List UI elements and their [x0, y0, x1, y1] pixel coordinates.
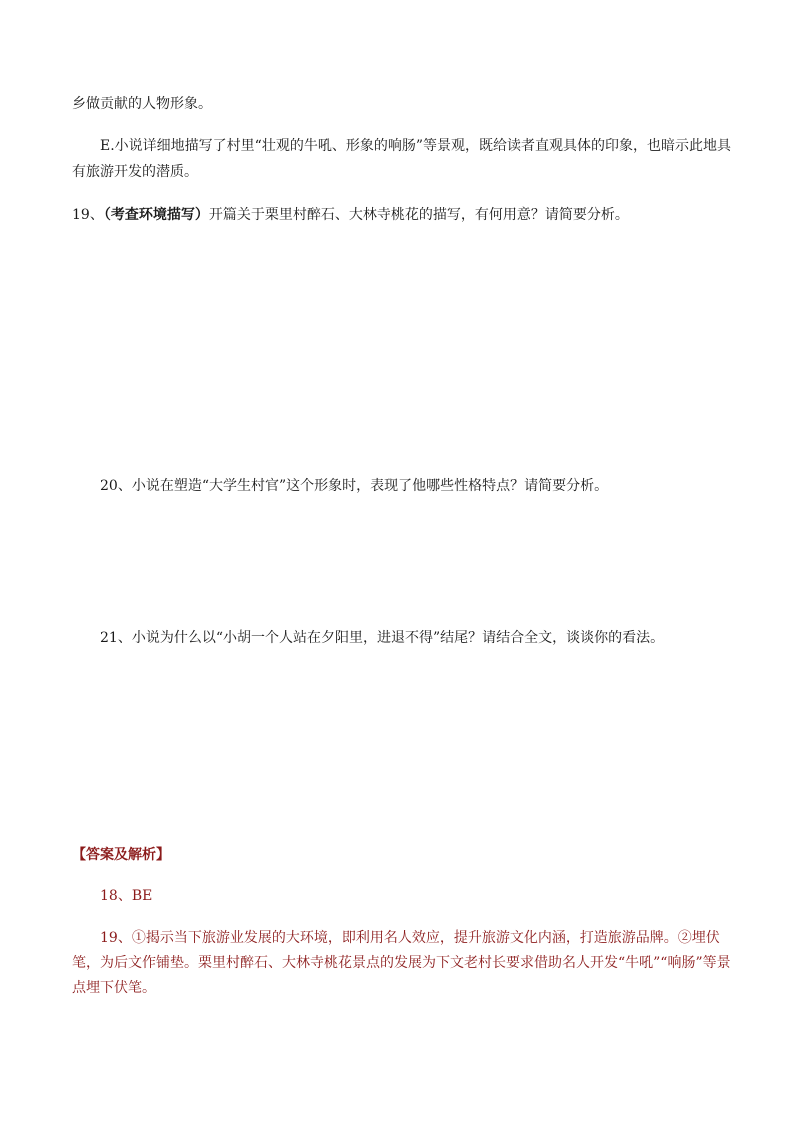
- q18-option-e-line1: E.小说详细地描写了村里“壮观的牛吼、形象的响肠”等景观，既给读者直观具体的印象，也暗示此地具: [100, 138, 731, 154]
- question-19: [72, 205, 629, 225]
- answer-19-line1: 19、①揭示当下旅游业发展的大环境，即利用名人效应，提升旅游文化内涵，打造旅游品牌。②埋伏: [100, 930, 720, 946]
- answer-19-line3: 点埋下伏笔。: [72, 980, 156, 996]
- question-19-text: 开篇关于栗里村醉石、大林寺桃花的描写，有何用意？请简要分析。: [208, 207, 629, 223]
- answer-18: 18、BE: [100, 888, 153, 904]
- answer-section-header: 【答案及解析】: [72, 847, 170, 863]
- question-21: 21、小说为什么以“小胡一个人站在夕阳里，进退不得”结尾？请结合全文，谈谈你的看法。: [100, 630, 665, 646]
- question-20: 20、小说在塑造“大学生村官”这个形象时，表现了他哪些性格特点？请简要分析。: [100, 478, 609, 494]
- q18-option-d-tail: 乡做贡献的人物形象。: [72, 96, 212, 112]
- answer-19-line2: 笔，为后文作铺垫。栗里村醉石、大林寺桃花景点的发展为下文老村长要求借助名人开发“牛吼”“响肠”等景: [72, 955, 731, 971]
- q18-option-e-line2: 有旅游开发的潜质。: [72, 164, 198, 180]
- question-19-number: 19、: [72, 207, 104, 223]
- question-19-tag: （考查环境描写）: [103, 207, 209, 223]
